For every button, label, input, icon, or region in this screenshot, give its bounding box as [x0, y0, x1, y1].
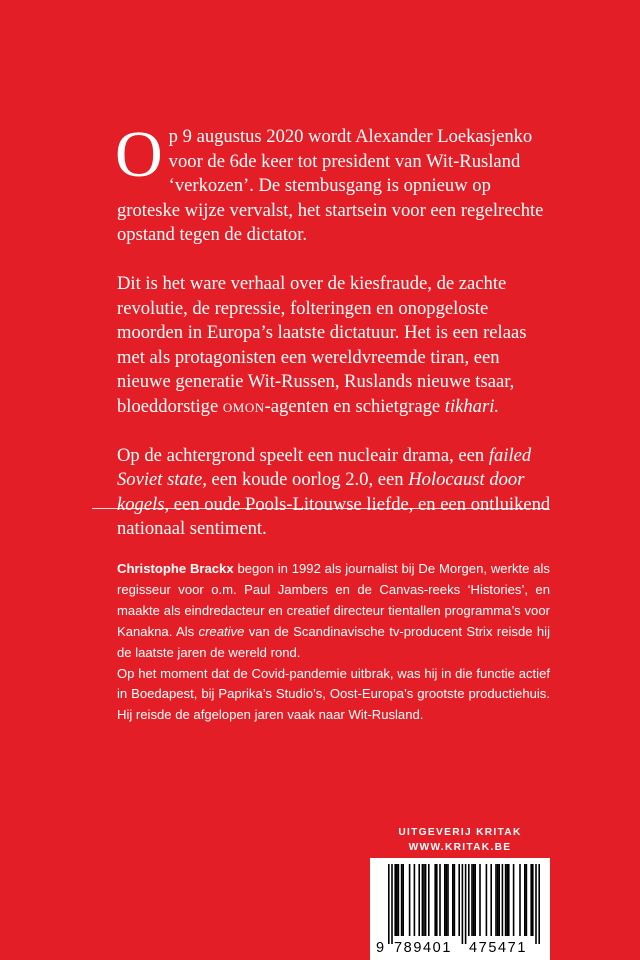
barcode-bar: [508, 864, 510, 936]
barcode-bar: [409, 864, 411, 936]
barcode-bar: [479, 864, 481, 936]
barcode-bar: [402, 864, 404, 936]
barcode-bar: [394, 864, 396, 936]
barcode-bar: [524, 864, 526, 936]
barcode-bar: [468, 864, 470, 936]
blurb-p3-text-a: Op de achtergrond speelt een nucleair drama, een: [117, 444, 489, 466]
bio-text-a: begon in 1992 als journalist bij De Morgen, werkte als regisseur voor o.m. Paul Jambers en de Canvas-reeks ‘Histories’, en maakte als eindredacteur en creatief directeur tientallen programma’s voor Kanakna. Als: [117, 561, 550, 639]
barcode-bar: [452, 864, 454, 936]
tikhari-term: tikhari.: [444, 395, 500, 417]
barcode: [370, 858, 550, 960]
blurb-paragraph-1-text: p 9 augustus 2020 wordt Alexander Loekasjenko voor de 6de keer tot president van Wit-Rusland ‘verkozen’. De stembusgang is opnieuw op groteske wijze vervalst, het startsein voor een regelrechte opstand tegen de dictator.: [117, 126, 544, 245]
isbn-group-1: 789401: [394, 940, 452, 956]
blurb-text: [115, 118, 553, 566]
blurb-paragraph-2: [117, 272, 553, 419]
blurb-p2-text-b: -agenten en schietgrage: [264, 395, 445, 417]
publisher-url[interactable]: WWW.KRITAK.BE: [408, 842, 512, 853]
barcode-bar: [444, 864, 446, 936]
barcode-bar: [526, 864, 528, 936]
blurb-p3-text-b: een koude oorlog 2.0, een: [206, 469, 409, 490]
barcode-bar: [502, 864, 504, 936]
section-divider: [92, 508, 549, 509]
barcode-bar: [519, 864, 521, 936]
barcode-bar: [465, 864, 467, 944]
barcode-bar: [474, 864, 476, 936]
barcode-bar: [535, 864, 537, 944]
drop-cap: O: [115, 118, 163, 191]
blurb-paragraph-1: [115, 118, 553, 248]
barcode-bar: [422, 864, 424, 936]
barcode-bar: [396, 864, 398, 936]
barcode-bar: [439, 864, 441, 936]
barcode-bar: [530, 864, 532, 936]
barcode-bar: [490, 864, 492, 936]
barcode-bar: [401, 864, 403, 936]
barcode-bar: [497, 864, 499, 936]
holocaust-term: Holocaust door kogels,: [117, 469, 525, 515]
barcode-bar: [447, 864, 449, 936]
barcode-bar: [398, 864, 400, 936]
barcode-bar: [495, 864, 497, 936]
bio-paragraph-1: [117, 559, 550, 664]
barcode-bar: [505, 864, 507, 936]
barcode-bar: [425, 864, 427, 936]
publisher-name: UITGEVERIJ KRITAK: [398, 827, 522, 838]
barcode-bar: [513, 864, 515, 936]
barcode-bar: [471, 864, 473, 936]
author-bio: [117, 559, 550, 726]
barcode-bar: [428, 864, 430, 936]
isbn-first-digit: 9: [376, 940, 386, 956]
barcode-bar: [434, 864, 436, 936]
failed-soviet-state-term: failed Soviet state,: [117, 444, 532, 490]
bio-paragraph-2: Op het moment dat de Covid-pandemie uitbrak, was hij in die functie actief in Boedapest, bij Paprika’s Studio’s, Oost-Europa’s grootste productiehuis. Hij reisde de afgelopen jaren vaak naar Wit-Rusland.: [117, 665, 550, 723]
blurb-p3-text-c: een oude Pools-Litouwse liefde, en een ontluikend nationaal sentiment.: [117, 493, 551, 539]
barcode-bar: [418, 864, 420, 936]
barcode-bar: [458, 864, 460, 936]
barcode-bar: [473, 864, 475, 936]
barcode-bar: [423, 864, 425, 936]
barcode-bar: [454, 864, 456, 936]
blurb-p2-text-a: Dit is het ware verhaal over de kiesfraude, de zachte revolutie, de repressie, folteringen en onopgeloste moorden in Europa’s laatste dictatuur. Het is een relaas met als protagonisten een wereldvreemde tiran, een nieuwe generatie Wit-Russen, Ruslands nieuwe tsaar, bloeddorstige: [117, 273, 527, 417]
barcode-bar: [388, 864, 390, 944]
barcode-bar: [532, 864, 534, 936]
publisher-block: [370, 825, 550, 855]
barcode-bar: [486, 864, 488, 936]
barcode-bar: [462, 864, 464, 944]
barcode-bar: [446, 864, 448, 936]
bio-text-b: van de Scandinavische tv-producent Strix reisde hij de laatste jaren de wereld rond.: [117, 623, 550, 660]
isbn-group-2: 475471: [469, 940, 527, 956]
barcode-bar: [538, 864, 540, 944]
creative-term: creative: [198, 623, 245, 639]
omon-term: omon: [222, 395, 265, 417]
barcode-bar: [414, 864, 416, 936]
barcode-bar: [498, 864, 500, 936]
blurb-paragraph-3: [117, 444, 553, 542]
barcode-bar: [436, 864, 438, 936]
author-name: Christophe Brackx: [117, 561, 234, 576]
barcode-bar: [391, 864, 393, 944]
barcode-bar: [506, 864, 508, 936]
